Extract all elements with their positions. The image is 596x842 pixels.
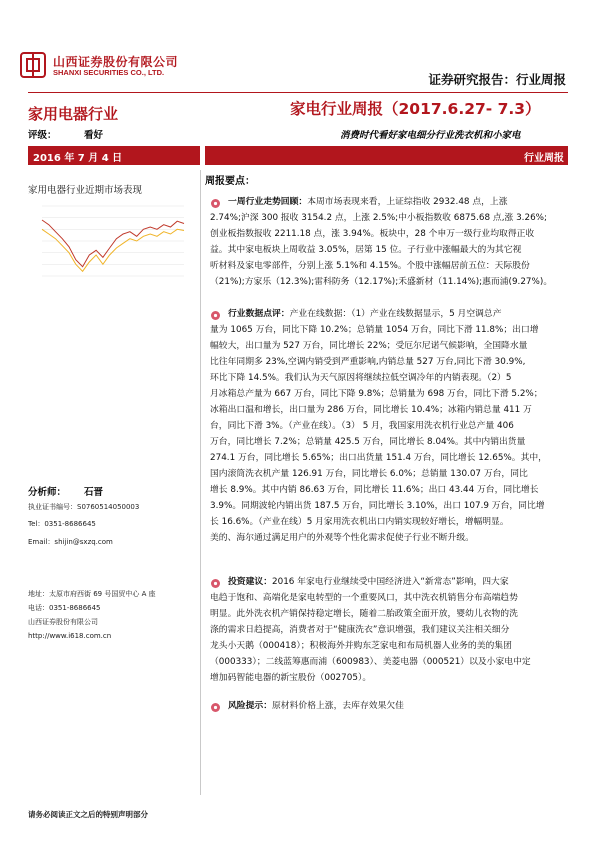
analyst-email: Email：shijin@sxzq.com	[28, 538, 113, 546]
paragraph-line	[210, 418, 568, 434]
paragraph-line	[210, 194, 568, 210]
rating-value: 看好	[84, 130, 104, 141]
paragraph-line	[210, 354, 568, 370]
paragraph-line	[210, 654, 568, 670]
paragraph-text: 美的、海尔通过满足用户的外观等个性化需求促使子行业不断升级。	[210, 533, 474, 543]
paragraph-line	[210, 698, 568, 714]
analyst-cert: 执业证书编号：S0760514050003	[28, 503, 140, 511]
paragraph-line	[210, 210, 568, 226]
paragraph-line	[210, 274, 568, 290]
paragraph-lead: 投资建议：	[228, 577, 272, 587]
industry-name: 家用电器行业	[28, 105, 119, 123]
paragraph-line	[210, 226, 568, 242]
phone-line: 电话：0351-8686645	[28, 604, 101, 612]
analyst-tel: Tel：0351-8686645	[28, 520, 96, 528]
company-line: 山西证券股份有限公司	[28, 618, 98, 626]
paragraph-text: 本周市场表现来看，上证综指收 2932.48 点，上涨	[307, 197, 508, 207]
investment-advice-paragraph	[210, 574, 568, 686]
paragraph-line	[210, 530, 568, 546]
address-line: 地址：太原市府西街 69 号国贸中心 A 座	[28, 590, 156, 598]
paragraph-lead: 风险提示：	[228, 701, 272, 711]
paragraph-text: 台，同比下滑 3%。（产业在线）。（3） 5 月，我国家用洗衣机行业总产量 406	[210, 421, 514, 431]
paragraph-text: 3.9%。同期波轮内销出货 187.5 万台，同比增长 3.10%，出口 107.9 万台，同比增	[210, 501, 545, 511]
risk-warning-paragraph	[210, 698, 568, 714]
paragraph-text: 原材料价格上涨，去库存效果欠佳	[272, 701, 404, 711]
analyst-label: 分析师：	[28, 487, 67, 498]
report-date: 2016 年 7 月 4 日	[33, 153, 123, 164]
paragraph-text: 增长 8.9%。其中内销 86.63 万台，同比增长 11.6%；出口 43.44 万台，同比增长	[210, 485, 539, 495]
paragraph-line	[210, 386, 568, 402]
paragraph-text: 明显。此外洗衣机产销保持稳定增长，随着二胎政策全面开放，婴幼儿衣物的洗	[210, 609, 518, 619]
paragraph-lead: 一周行业走势回顾：	[228, 197, 308, 207]
paragraph-line	[210, 638, 568, 654]
paragraph-text: 274.1 万台，同比增长 5.65%；出口出货量 151.4 万台，同比增长 12.65%。其中，	[210, 453, 547, 463]
header-divider	[28, 92, 568, 93]
section-tag: 行业周报	[524, 153, 564, 164]
paragraph-line	[210, 434, 568, 450]
paragraph-line	[210, 482, 568, 498]
paragraph-text: 听材料及家电零部件，分别上涨 5.1%和 4.15%。个股中涨幅居前五位：天际股份	[210, 261, 530, 271]
rating-label: 评级：	[28, 130, 57, 141]
paragraph-text: 涤的需求日趋提高，消费者对于“健康洗衣”意识增强，我们建议关注相关细分	[210, 625, 510, 635]
footer-disclaimer: 请务必阅读正文之后的特别声明部分	[28, 810, 148, 819]
industry-data-paragraph	[210, 306, 568, 546]
paragraph-text: 比往年同期多 23%,空调内销受到严重影响,内销总量 527 万台,同比下滑 30.9%,	[210, 357, 526, 367]
paragraph-line	[210, 606, 568, 622]
paragraph-line	[210, 574, 568, 590]
paragraph-line	[210, 450, 568, 466]
website-link[interactable]: http://www.i618.com.cn	[28, 632, 112, 640]
paragraph-text: 幅较大，出口量为 527 万台，同比增长 22%；受厄尔尼诺气候影响，全国降水量	[210, 341, 528, 351]
market-review-paragraph	[210, 194, 568, 290]
paragraph-line	[210, 338, 568, 354]
series-line-0	[42, 220, 184, 267]
highlights-title: 周报要点：	[205, 176, 255, 187]
paragraph-text: 环比下降 14.5%。我们认为天气原因将继续拉低空调冷年的内销表现。（2）5	[210, 373, 512, 383]
paragraph-text: 创业板指数报收 2211.18 点，涨 3.94%。板块中，28 个申万一级行业均取得正收	[210, 229, 535, 239]
paragraph-text: 龙头小天鹅（000418）；积极海外并购东芝家电和布局机器人业务的美的集团	[210, 641, 512, 651]
paragraph-line	[210, 322, 568, 338]
paragraph-text: 2.74%;沪深 300 报收 3154.2 点，上涨 2.5%;中小板指数收 6875.68 点,涨 3.26%;	[210, 213, 547, 223]
analyst-name: 石晋	[84, 487, 104, 498]
paragraph-text: 增加码智能电器的新宝股份（002705）。	[210, 673, 372, 683]
paragraph-text: 月冰箱总产量为 667 万台，同比下降 9.8%；总销量为 698 万台，同比下滑 5.2%；	[210, 389, 543, 399]
paragraph-text: 冰箱出口温和增长，出口量为 286 万台，同比增长 10.4%；冰箱内销总量 411 万	[210, 405, 532, 415]
company-name-cn: 山西证券股份有限公司	[53, 55, 179, 69]
paragraph-line	[210, 306, 568, 322]
section-bar	[205, 146, 568, 165]
paragraph-line	[210, 402, 568, 418]
column-divider	[200, 170, 201, 795]
paragraph-text: 万台，同比增长 7.2%；总销量 425.5 万台，同比增长 8.04%。其中内销出货量	[210, 437, 526, 447]
paragraph-text: 国内滚筒洗衣机产量 126.91 万台，同比增长 6.0%；总销量 130.07 万台，同比	[210, 469, 528, 479]
paragraph-line	[210, 466, 568, 482]
paragraph-line	[210, 258, 568, 274]
paragraph-text: 量为 1065 万台，同比下降 10.2%；总销量 1054 万台，同比下滑 11.8%；出口增	[210, 325, 539, 335]
paragraph-text: （000333）；二线蓝筹惠而浦（600983）、美菱电器（000521）以及小家电中定	[210, 657, 531, 667]
paragraph-line	[210, 514, 568, 530]
company-name-en: SHANXI SECURITIES CO., LTD.	[53, 68, 165, 77]
series-line-1	[42, 229, 184, 271]
paragraph-line	[210, 370, 568, 386]
paragraph-text: 益。其中家电板块上周收益 3.05%，居第 15 位。子行业中涨幅最大的为其它视	[210, 245, 522, 255]
market-performance-chart	[28, 202, 188, 286]
paragraph-line	[210, 242, 568, 258]
paragraph-line	[210, 498, 568, 514]
paragraph-text: （21%);方家乐（12.3%);雷科防务（12.17%);禾盛新材（11.14%);惠而浦(9.27%)。	[210, 277, 553, 287]
paragraph-line	[210, 590, 568, 606]
report-subtitle: 消费时代看好家电细分行业洗衣机和小家电	[340, 130, 521, 141]
paragraph-text: 长 16.6%。（产业在线）5 月家用洗衣机出口内销实现较好增长，增幅明显。	[210, 517, 509, 527]
company-logo-icon	[20, 52, 46, 78]
paragraph-line	[210, 670, 568, 686]
report-type: 证券研究报告：行业周报	[428, 72, 566, 87]
paragraph-text: 2016 年家电行业继续受中国经济进入“新常态”影响，四大家	[272, 577, 509, 587]
paragraph-text: 电趋于饱和、高端化是家电转型的一个重要风口，其中洗衣机销售分布高端趋势	[210, 593, 518, 603]
paragraph-lead: 行业数据点评：	[228, 309, 290, 319]
paragraph-text: 产业在线数据：（1）产业在线数据显示，5 月空调总产	[289, 309, 502, 319]
chart-title: 家用电器行业近期市场表现	[28, 185, 143, 196]
report-title: 家电行业周报（2017.6.27- 7.3）	[290, 100, 541, 118]
paragraph-line	[210, 622, 568, 638]
